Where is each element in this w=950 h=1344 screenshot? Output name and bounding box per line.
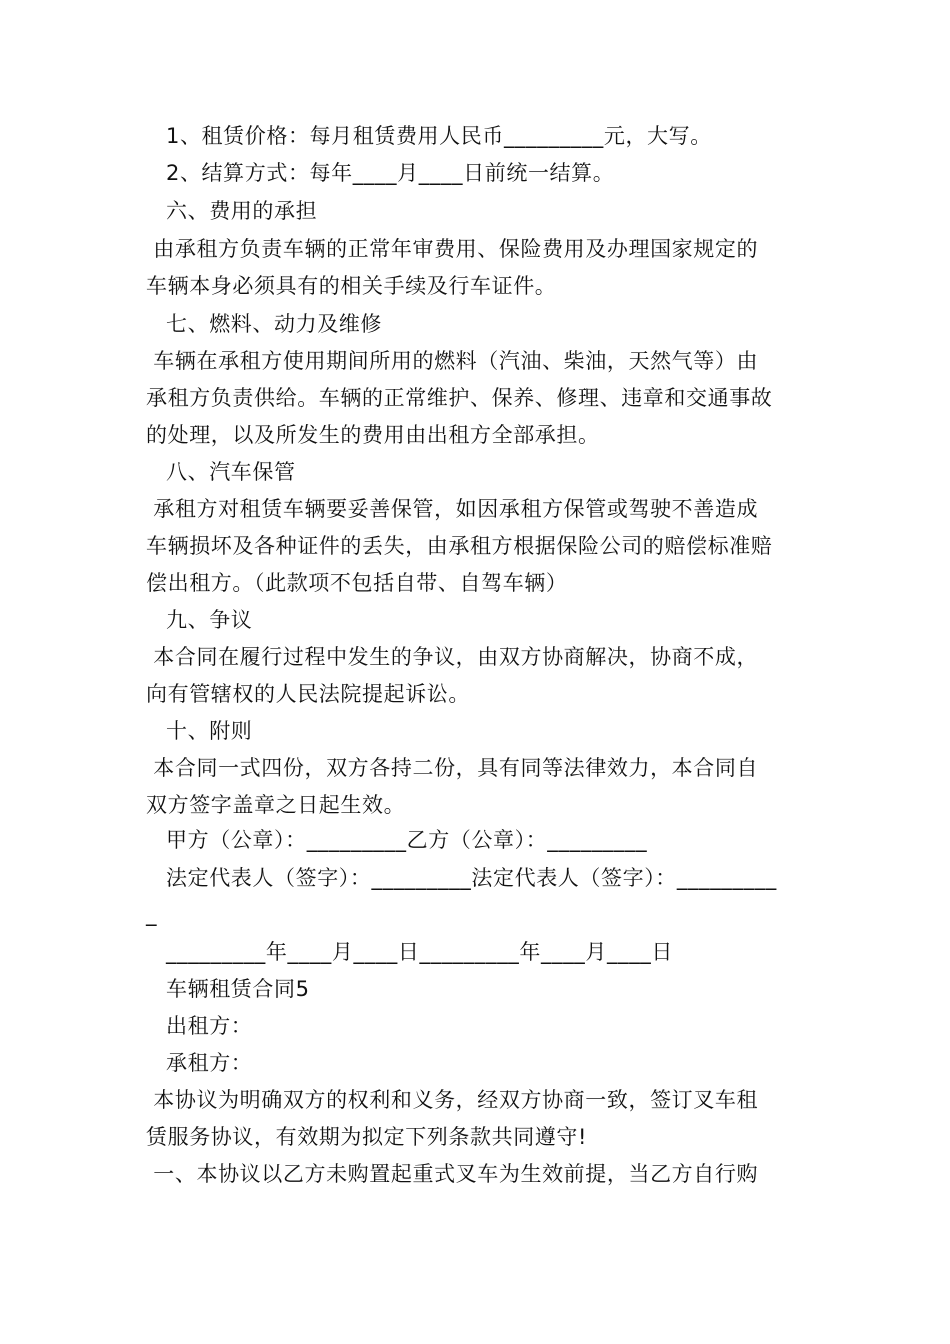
text-line: 赁服务协议，有效期为拟定下列条款共同遵守! (146, 1125, 588, 1149)
text-line: 本合同一式四份，双方各持二份，具有同等法律效力，本合同自 (146, 756, 759, 780)
text-line: 由承租方负责车辆的正常年审费用、保险费用及办理国家规定的 (146, 237, 759, 261)
text-line: _ (146, 902, 158, 926)
party-line: 出租方： (166, 1014, 253, 1038)
text-line: 车辆本身必须具有的相关手续及行车证件。 (146, 274, 557, 298)
text-line: 向有管辖权的人民法院提起诉讼。 (146, 682, 470, 706)
text-line: 本协议为明确双方的权利和义务，经双方协商一致，签订叉车租 (146, 1088, 759, 1112)
text-line: 偿出租方。（此款项不包括自带、自驾车辆） (146, 571, 568, 595)
text-line: 本合同在履行过程中发生的争议，由双方协商解决，协商不成， (146, 645, 759, 669)
section-heading: 九、争议 (166, 608, 253, 632)
text-line: 2、结算方式：每年____月____日前统一结算。 (166, 161, 615, 185)
section-heading: 六、费用的承担 (166, 199, 318, 223)
section-heading: 七、燃料、动力及维修 (166, 312, 382, 336)
text-line: 的处理，以及所发生的费用由出租方全部承担。 (146, 423, 600, 447)
contract-title: 车辆租赁合同5 (166, 977, 310, 1001)
text-line: 一、本协议以乙方未购置起重式叉车为生效前提，当乙方自行购 (146, 1162, 759, 1186)
signature-line: 甲方（公章）：_________乙方（公章）：_________ (166, 828, 648, 852)
text-line: 车辆损坏及各种证件的丢失，由承租方根据保险公司的赔偿标准赔 (146, 534, 773, 558)
signature-line: 法定代表人（签字）：_________法定代表人（签字）：_________ (166, 866, 777, 890)
text-line: 车辆在承租方使用期间所用的燃料（汽油、柴油，天然气等）由 (146, 349, 759, 373)
text-line: 承租方对租赁车辆要妥善保管，如因承租方保管或驾驶不善造成 (146, 497, 759, 521)
section-heading: 十、附则 (166, 719, 253, 743)
text-line: 1、租赁价格：每月租赁费用人民币_________元，大写。 (166, 124, 712, 148)
party-line: 承租方： (166, 1051, 253, 1075)
text-line: 承租方负责供给。车辆的正常维护、保养、修理、违章和交通事故 (146, 386, 773, 410)
date-line: _________年____月____日_________年____月____日 (166, 940, 673, 964)
text-line: 双方签字盖章之日起生效。 (146, 793, 406, 817)
section-heading: 八、汽车保管 (166, 460, 296, 484)
